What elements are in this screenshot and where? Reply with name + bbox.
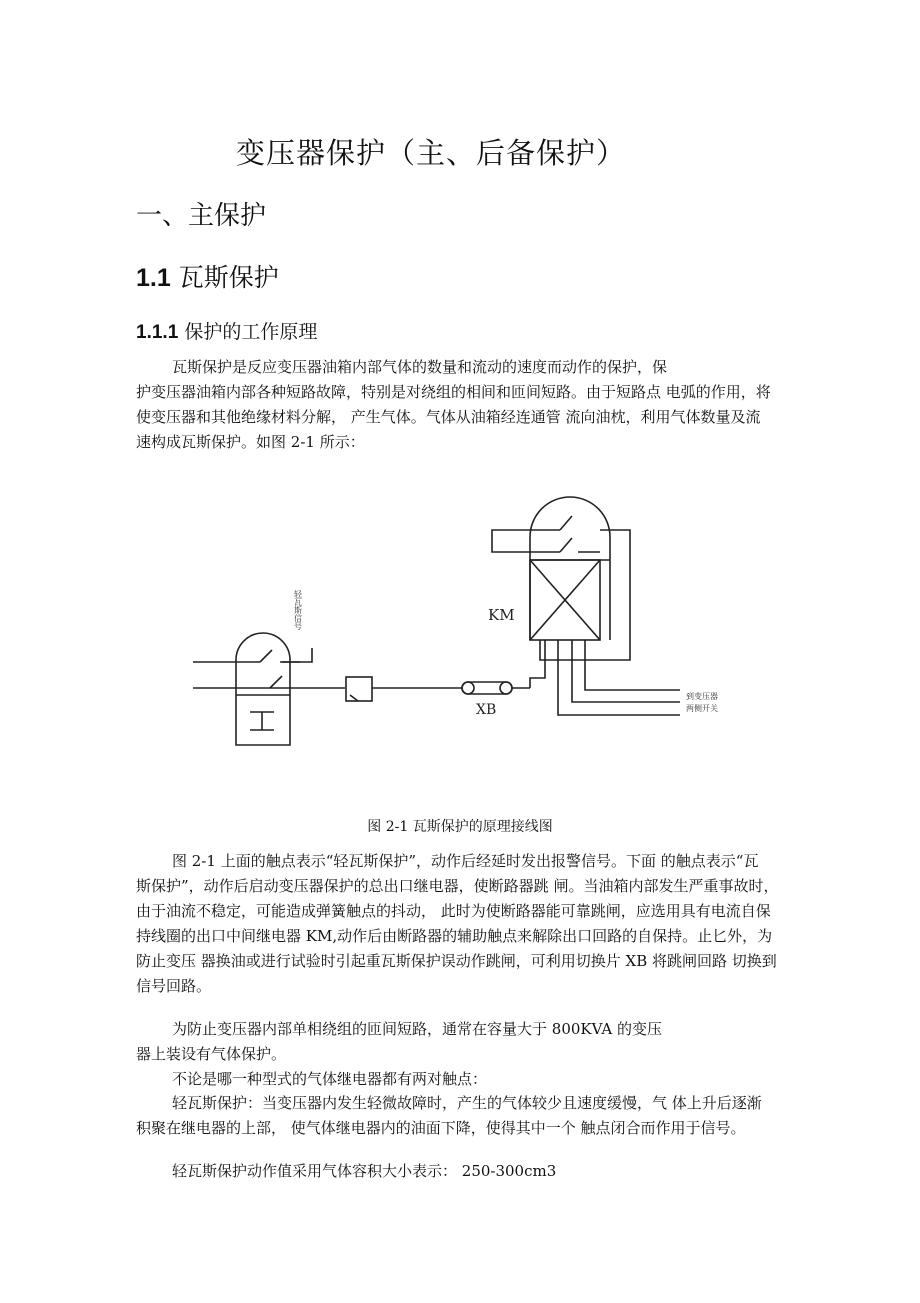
figure-caption: 图 2-1 瓦斯保护的原理接线图	[367, 819, 553, 835]
paragraph-line: 使变压器和其他绝缘材料分解， 产生气体。气体从油箱经连通管 流向油枕，利用气体数量及流	[136, 408, 761, 426]
xb-switch-tube	[462, 682, 512, 694]
trip-wire	[558, 640, 680, 715]
time-relay-mark	[350, 695, 358, 701]
light-gas-wire	[280, 648, 312, 662]
gas-relay-body	[236, 633, 290, 745]
paragraph-line: 由于油流不稳定，可能造成弹簧触点的抖动， 此时为使断路器能可靠跳闸，应选用具有电流自保	[136, 902, 771, 920]
km-contact-blade	[560, 538, 572, 552]
trip-label-line1: 到变压器	[686, 692, 718, 701]
section-text: 瓦斯保护	[178, 263, 279, 292]
km-loop-wire	[492, 530, 542, 552]
trip-wire	[572, 640, 680, 702]
time-relay-box	[346, 677, 372, 701]
paragraph-line: 信号回路。	[136, 977, 212, 995]
document-title: 变压器保护（主、后备保护）	[236, 136, 627, 170]
section-heading-gas-protection	[136, 258, 279, 294]
subsection-number: 1.1.1	[136, 322, 179, 343]
section-number: 1.1	[136, 264, 171, 292]
gas-protection-wiring-diagram	[0, 490, 920, 760]
paragraph-line: 为防止变压器内部单相绕组的匝间短路，通常在容量大于 800KVA 的变压	[172, 1020, 663, 1038]
paragraph-capacity	[136, 1017, 784, 1092]
paragraph-line: 护变压器油箱内部各种短路故障，特别是对绕组的相间和匝间短路。由于短路点 电弧的作用，将	[136, 383, 771, 401]
gas-relay-contact-blade	[270, 676, 282, 688]
xb-terminal	[500, 682, 512, 694]
light-gas-signal-label: 轻瓦斯信号	[293, 590, 303, 630]
paragraph-line: 积聚在继电器的上部， 使气体继电器内的油面下降，使得其中一个 触点闭合而作用于信号。	[136, 1119, 746, 1137]
gas-relay-contact-blade	[260, 650, 272, 662]
section-heading-main-protection: 一、主保护	[136, 201, 267, 231]
km-contact-blade	[560, 516, 572, 530]
km-label: KM	[488, 606, 515, 624]
paragraph-line: 防止变压 器换油或进行试验时引起重瓦斯保护误动作跳闸，可利用切换片 XB 将跳闸回路 切换到	[136, 952, 777, 970]
paragraph-line: 轻瓦斯保护：当变压器内发生轻微故障时，产生的气体较少且速度缓慢，气 体上升后逐渐	[172, 1094, 762, 1112]
xb-label: XB	[476, 702, 497, 718]
paragraph-line: 图 2-1 上面的触点表示“轻瓦斯保护”，动作后经延时发出报警信号。下面 的触点表示“瓦	[172, 852, 759, 870]
trip-wire	[585, 640, 680, 690]
paragraph-figure-explanation	[136, 849, 784, 999]
paragraph-line: 持线圈的出口中间继电器 KM,动作后由断路器的辅助触点来解除出口回路的自保持。止匕外，为	[136, 927, 773, 945]
subsection-heading-working-principle	[136, 317, 317, 344]
gauge-label: 工	[261, 726, 263, 727]
paragraph-line: 器上装设有气体保护。	[136, 1045, 287, 1063]
trip-label-line2: 两侧开关	[686, 704, 718, 713]
paragraph-line: 轻瓦斯保护动作值采用气体容积大小表示： 250-300cm3	[172, 1162, 557, 1180]
paragraph-light-gas	[136, 1091, 784, 1141]
paragraph-line: 不论是哪一种型式的气体继电器都有两对触点：	[172, 1070, 488, 1088]
paragraph-intro	[136, 355, 784, 455]
paragraph-action-value	[136, 1159, 784, 1184]
subsection-text: 保护的工作原理	[184, 321, 318, 343]
paragraph-line: 瓦斯保护是反应变压器油箱内部气体的数量和流动的速度而动作的保护，保	[172, 358, 668, 376]
km-coil-wire	[530, 640, 545, 688]
paragraph-line: 速构成瓦斯保护。如图 2-1 所示：	[136, 433, 365, 451]
xb-terminal	[462, 682, 474, 694]
paragraph-line: 斯保护”，动作后启动变压器保护的总出口继电器，使断路器跳 闸。当油箱内部发生严重事故时，	[136, 877, 779, 895]
